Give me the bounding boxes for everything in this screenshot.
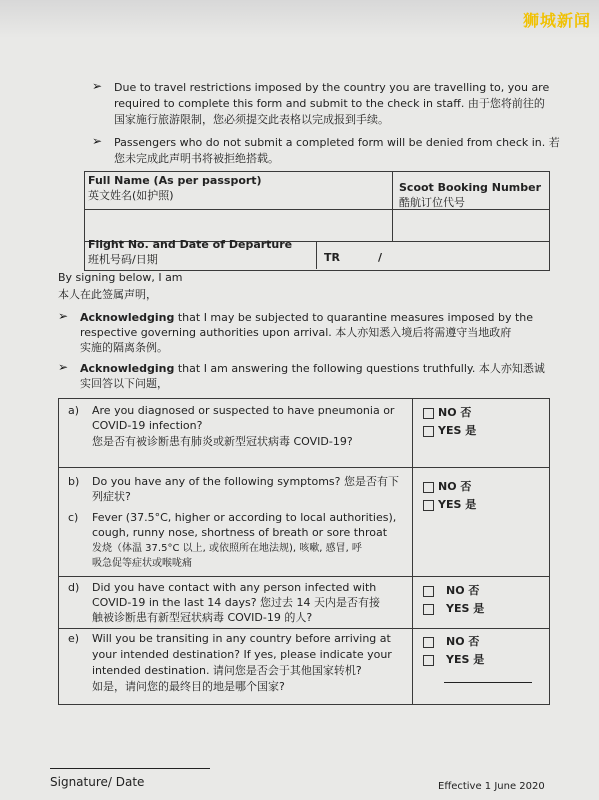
declaration-line-1: By signing below, I am	[58, 271, 183, 284]
ack-2-line-1: Acknowledging that I am answering the following questions truthfully. 本人亦知悉诚	[80, 362, 545, 375]
intro-line-2: required to complete this form and submit to the check in staff. 由于您将前往的	[114, 97, 545, 110]
checkbox-icon[interactable]	[423, 586, 434, 597]
question-e-line-1: Will you be transiting in any country before arriving at	[92, 632, 391, 645]
question-b-no-option[interactable]: NO 否	[423, 478, 471, 494]
question-e-line-4: 如是，请问您的最终目的地是哪个国家?	[92, 680, 285, 693]
bullet-arrow-icon: ➢	[92, 134, 103, 148]
signature-label: Signature/ Date	[50, 775, 145, 789]
question-a-yes-option[interactable]: YES 是	[423, 422, 476, 438]
flight-separator: /	[378, 251, 383, 264]
booking-number-cn-label: 酷航订位代号	[399, 196, 465, 209]
question-a-line-1: Are you diagnosed or suspected to have pneumonia or	[92, 404, 395, 417]
question-b-line-1: Do you have any of the following symptoms? 您是否有下	[92, 475, 399, 488]
bullet-arrow-icon: ➢	[58, 360, 69, 374]
question-d-yes-option[interactable]: YES 是	[423, 600, 484, 616]
ack-1-line-2: respective governing authorities upon arrival. 本人亦知悉入境后将需遵守当地政府	[80, 326, 512, 339]
intro-line-4: Passengers who do not submit a completed form will be denied from check in. 若	[114, 136, 560, 149]
checkbox-icon[interactable]	[423, 637, 434, 648]
destination-input-line[interactable]	[444, 682, 532, 683]
question-b-yes-option[interactable]: YES 是	[423, 496, 476, 512]
question-d-line-1: Did you have contact with any person infected with	[92, 581, 377, 594]
checkbox-icon[interactable]	[423, 426, 434, 437]
ack-2-line-2: 实回答以下问题，	[80, 377, 168, 390]
question-a-line-2: COVID-19 infection?	[92, 419, 203, 432]
question-c-letter: c)	[68, 511, 79, 524]
checkbox-icon[interactable]	[423, 482, 434, 493]
question-c-line-3: 发烧（体温 37.5°C 以上, 或依照所在地法规), 咳嗽, 感冒, 呼	[92, 543, 362, 554]
ack-1-line-3: 实施的隔离条例。	[80, 341, 168, 354]
question-e-line-3: intended destination. 请问您是否会于其他国家转机?	[92, 664, 362, 677]
declaration-line-2: 本人在此签属声明，	[58, 288, 157, 301]
checkbox-icon[interactable]	[423, 655, 434, 666]
question-e-yes-option[interactable]: YES 是	[423, 651, 484, 667]
intro-line-3: 国家施行旅游限制，您必须提交此表格以完成报到手续。	[114, 113, 389, 126]
full-name-label: Full Name (As per passport)	[88, 174, 262, 187]
question-e-no-option[interactable]: NO 否	[423, 633, 479, 649]
question-d-line-2: COVID-19 in the last 14 days? 您过去 14 天内是否有接	[92, 596, 381, 609]
effective-date: Effective 1 June 2020	[438, 781, 545, 792]
checkbox-icon[interactable]	[423, 408, 434, 419]
watermark-logo: 狮城新闻	[522, 11, 591, 30]
question-a-no-option[interactable]: NO 否	[423, 404, 471, 420]
question-c-line-4: 吸急促等症状或喉咙痛	[92, 558, 192, 569]
question-e-letter: e)	[68, 632, 80, 645]
question-d-no-option[interactable]: NO 否	[423, 582, 479, 598]
intro-line-5: 您未完成此声明书将被拒绝搭载。	[114, 152, 279, 165]
signature-input-line[interactable]	[50, 768, 210, 769]
booking-number-label: Scoot Booking Number	[399, 181, 542, 194]
checkbox-icon[interactable]	[423, 604, 434, 615]
top-shadow	[0, 0, 599, 38]
question-b-line-2: 列症状?	[92, 490, 131, 503]
flight-label: Flight No. and Date of Departure	[88, 238, 293, 251]
question-a-line-3: 您是否有被诊断患有肺炎或新型冠状病毒 COVID-19?	[92, 435, 353, 448]
question-a-letter: a)	[68, 404, 80, 417]
question-e-line-2: your intended destination? If yes, please indicate your	[92, 648, 392, 661]
bullet-arrow-icon: ➢	[58, 309, 69, 323]
ack-1-line-1: Acknowledging that I may be subjected to quarantine measures imposed by the	[80, 311, 534, 324]
full-name-cn-label: 英文姓名(如护照)	[88, 189, 174, 202]
flight-prefix: TR	[324, 251, 340, 264]
checkbox-icon[interactable]	[423, 500, 434, 511]
question-b-letter: b)	[68, 475, 80, 488]
intro-line-1: Due to travel restrictions imposed by the country you are travelling to, you are	[114, 81, 550, 94]
question-c-line-2: cough, runny nose, shortness of breath or sore throat	[92, 526, 388, 539]
question-c-line-1: Fever (37.5°C, higher or according to local authorities),	[92, 511, 397, 524]
bullet-arrow-icon: ➢	[92, 79, 103, 93]
flight-cn-label: 班机号码/日期	[88, 253, 158, 266]
question-d-letter: d)	[68, 581, 80, 594]
question-d-line-3: 触被诊断患有新型冠状病毒 COVID-19 的人?	[92, 611, 313, 624]
